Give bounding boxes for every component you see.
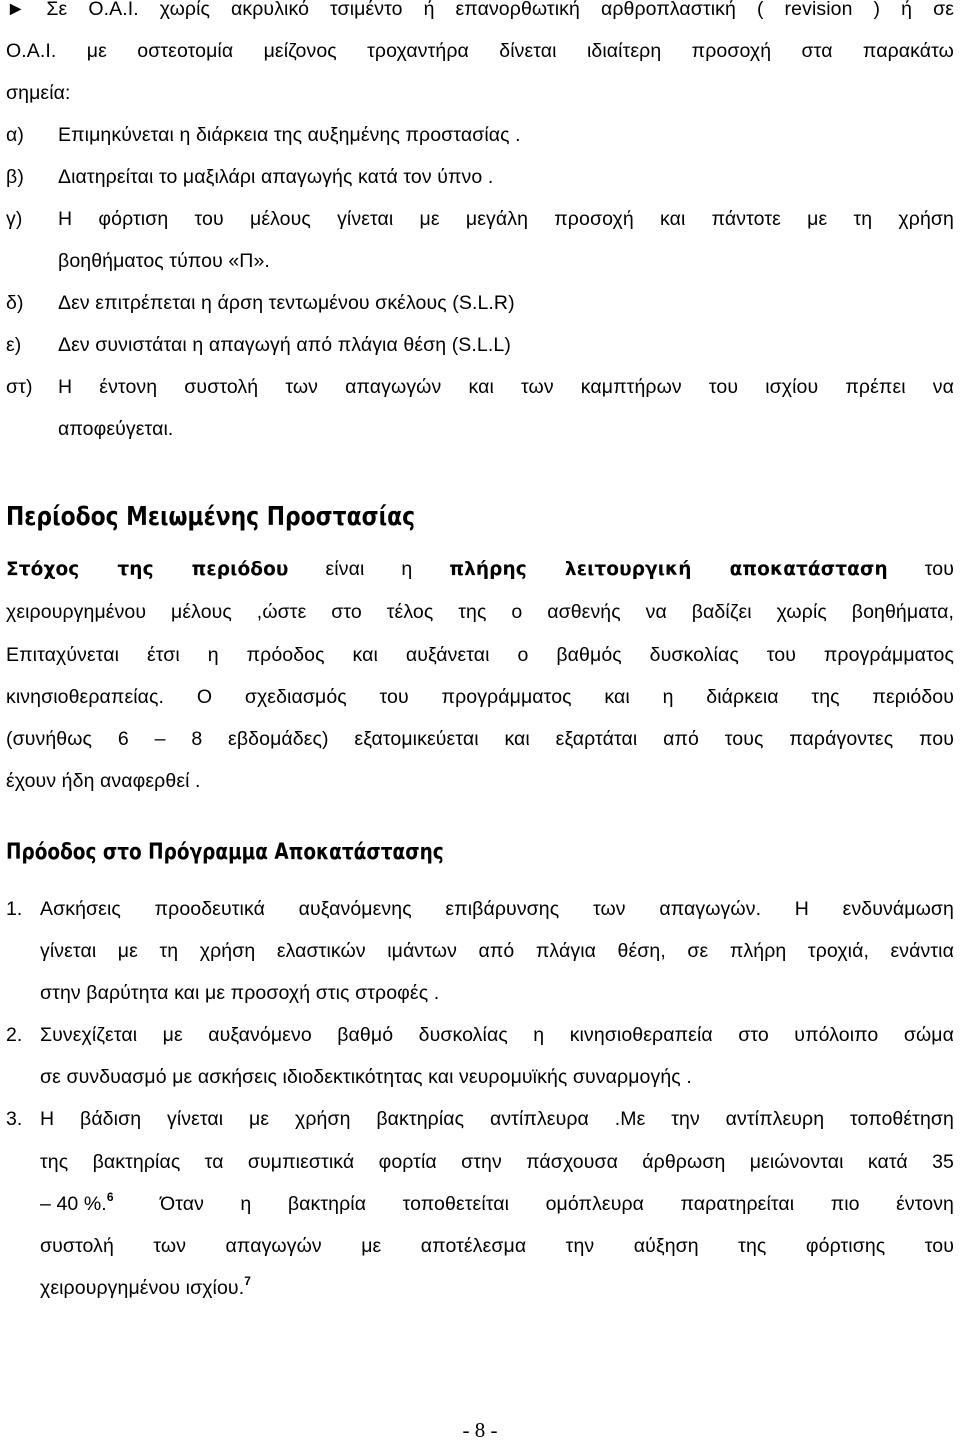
- text-fragment: – 40 %.: [40, 1193, 107, 1215]
- list-number-3: 3.: [6, 1108, 23, 1130]
- list-item-a: [6, 122, 954, 148]
- item3-line-1: Η βάδιση γίνεται με χρήση βακτηρίας αντίπλευρα .Με την αντίπλευρη τοποθέτηση: [40, 1108, 954, 1130]
- intro-line-3: σημεία:: [6, 82, 71, 104]
- list-item-st: [6, 374, 954, 400]
- item1-line-2: γίνεται με τη χρήση ελαστικών ιμάντων από πλάγια θέση, σε πλήρη τροχιά, ενάντια: [40, 940, 954, 962]
- item3-line-5: [40, 1275, 954, 1301]
- list-number-1: 1.: [6, 898, 23, 920]
- section1-line-6: έχουν ήδη αναφερθεί .: [6, 770, 201, 792]
- item-text: Η φόρτιση του μέλους γίνεται με μεγάλη προσοχή και πάντοτε με τη χρήση: [58, 208, 954, 230]
- bold-full-recovery: πλήρης λειτουργική αποκατάσταση: [449, 559, 888, 580]
- item-label: ε): [6, 334, 22, 356]
- intro-line-1: ► Σε Ο.Α.Ι. χωρίς ακρυλικό τσιμέντο ή επανορθωτική αρθροπλαστική ( revision ) ή σε: [6, 0, 954, 20]
- page-number: - 8 -: [462, 1418, 498, 1442]
- item-text: Διατηρείται το μαξιλάρι απαγωγής κατά τον ύπνο .: [58, 166, 494, 188]
- section1-line-2: χειρουργημένου μέλους ,ώστε στο τέλος της ο ασθενής να βαδίζει χωρίς βοηθήματα,: [6, 601, 954, 623]
- item3-line-4: συστολή των απαγωγών με αποτέλεσμα την αύξηση της φόρτισης του: [40, 1235, 954, 1257]
- item3-line-3b: Όταν η βακτηρία τοποθετείται ομόπλευρα παρατηρείται πιο έντονη: [160, 1193, 954, 1215]
- item-text: Επιμηκύνεται η διάρκεια της αυξημένης προστασίας .: [58, 124, 521, 146]
- item-label: γ): [6, 208, 23, 230]
- text-fragment: είναι η: [325, 558, 413, 580]
- section-heading-rehab-progress: Πρόοδος στο Πρόγραμμα Αποκατάστασης: [6, 840, 444, 865]
- intro-line-2: Ο.Α.Ι. με οστεοτομία μείζονος τροχαντήρα δίνεται ιδιαίτερη προσοχή στα παρακάτω: [6, 40, 954, 62]
- section1-line-4: κινησιοθεραπείας. Ο σχεδιασμός του προγράμματος και η διάρκεια της περιόδου: [6, 686, 954, 708]
- item-label: δ): [6, 292, 24, 314]
- item2-line-1: Συνεχίζεται με αυξανόμενο βαθμό δυσκολίας η κινησιοθεραπεία στο υπόλοιπο σώμα: [40, 1024, 954, 1046]
- item-label: β): [6, 166, 24, 188]
- item1-line-3: στην βαρύτητα και με προσοχή στις στροφές .: [40, 982, 440, 1004]
- footnote-ref-6: 6: [106, 1190, 114, 1204]
- list-item-b: [6, 164, 954, 190]
- section1-line-1: [6, 556, 954, 583]
- item1-line-1: Ασκήσεις προοδευτικά αυξανόμενης επιβάρυνσης των απαγωγών. Η ενδυνάμωση: [40, 898, 954, 920]
- list-number-2: 2.: [6, 1024, 23, 1046]
- item-text: Δεν επιτρέπεται η άρση τεντωμένου σκέλους (S.L.R): [58, 292, 515, 314]
- list-item-c: [6, 206, 954, 232]
- text-fragment: του: [924, 558, 954, 580]
- list-item-e: [6, 332, 954, 358]
- item-label: στ): [6, 376, 33, 398]
- section1-line-5: (συνήθως 6 – 8 εβδομάδες) εξατομικεύεται και εξαρτάται από τους παράγοντες που: [6, 728, 954, 750]
- list-item-c-cont: βοηθήματος τύπου «Π».: [58, 250, 270, 272]
- section1-line-3: Επιταχύνεται έτσι η πρόοδος και αυξάνεται ο βαθμός δυσκολίας του προγράμματος: [6, 644, 954, 666]
- item-text: Η έντονη συστολή των απαγωγών και των καμπτήρων του ισχίου πρέπει να: [58, 376, 954, 398]
- section-heading-reduced-protection: Περίοδος Μειωμένης Προστασίας: [6, 502, 416, 532]
- item-label: α): [6, 124, 24, 146]
- list-item-d: [6, 290, 954, 316]
- footnote-ref-7: 7: [244, 1274, 251, 1288]
- item2-line-2: σε συνδυασμό με ασκήσεις ιδιοδεκτικότητας και νευρομυϊκής συναρμογής .: [40, 1066, 692, 1088]
- text-fragment: χειρουργημένου ισχίου.: [40, 1277, 245, 1299]
- item3-line-2: της βακτηρίας τα συμπιεστικά φορτία στην πάσχουσα άρθρωση μειώνονται κατά 35: [40, 1151, 954, 1173]
- bold-goal: Στόχος της περιόδου: [6, 559, 289, 580]
- item-text: Δεν συνιστάται η απαγωγή από πλάγια θέση (S.L.L): [58, 334, 511, 356]
- list-item-st-cont: αποφεύγεται.: [58, 418, 174, 440]
